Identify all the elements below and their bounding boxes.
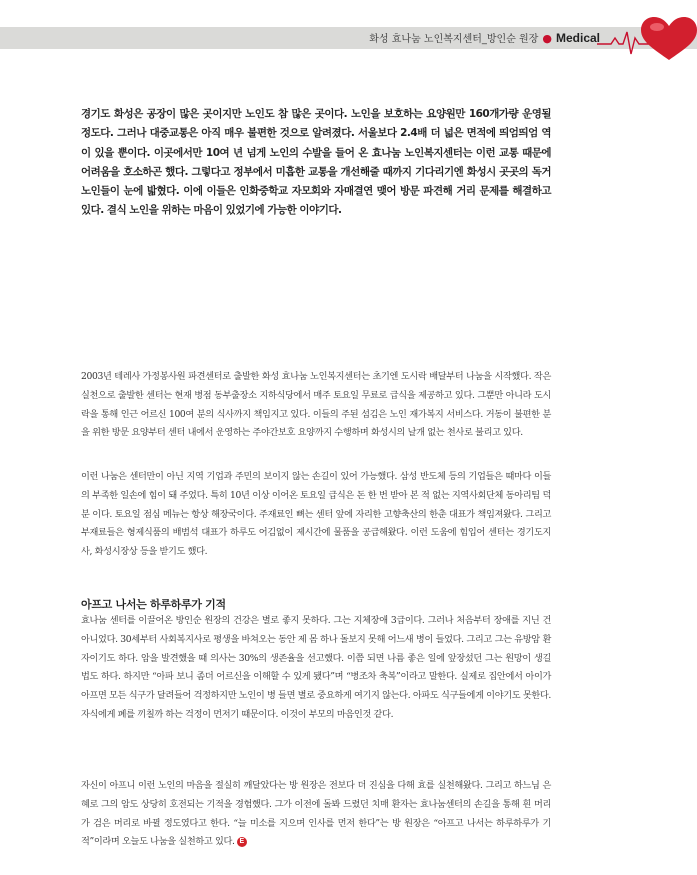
paragraph-text: 2003년 테레사 가정봉사원 파견센터로 출발한 화성 효나눔 노인복지센터는 초기엔 도시락 배달부터 나눔을 시작했다. 작은 실천으로 출발한 센터는 현재 병점 동부출장소 지하식당에서 매주 토요일 무료로 급식을 제공하고 있다. 그뿐만 아니라 도시락을 통해 인근 어르신 100여 분의 식사까지 책임지고 있다. 이들의 주된 섬김은 노인 재가복지 서비스다. 거동이 불편한 분을 위한 방문 요양부터 센터 내에서 운영하는 주야간보호 요양까지 수행하며 화성시의 날개 없는 천사로 불리고 있다. [81, 371, 551, 439]
body-paragraph-4 [81, 777, 551, 852]
paragraph-text-content: 자신이 아프니 이런 노인의 마음을 절실히 깨달았다는 방 원장은 전보다 더 진심을 다해 효를 실천해왔다. 그리고 하느님 은혜로 그의 암도 상당히 호전되는 기적을 경험했다. 그가 이전에 돌봐 드렸던 치매 환자는 효나눔센터의 손길을 통해 흰 머리가 검은 머리로 바뀔 정도였다고 한다. “늘 미소를 지으며 인사를 먼저 한다”는 방 원장은 “아프고 나서는 하루하루가 기적”이라며 오늘도 나눔을 실천하고 있다. [81, 780, 551, 848]
paragraph-text: 효나눔 센터를 이끌어온 방인순 원장의 건강은 별로 좋지 못하다. 그는 지체장애 3급이다. 그러나 처음부터 장애를 지닌 건 아니었다. 30세부터 사회복지사로 평생을 바쳐오는 동안 제 몸 하나 돌보지 못해 어느새 병이 들었다. 그리고 그는 유방암 환자이기도 하다. 암을 발견했을 때 의사는 30%의 생존율을 선고했다. 이쯤 되면 나름 좋은 일에 앞장섰던 그는 원망이 생길 법도 하다. 하지만 “아파 보니 좀더 어르신을 이해할 수 있게 됐다”며 “병조차 축복”이라고 말한다. 실제로 집안에서 아이가 아프면 모든 식구가 달려들어 걱정하지만 노인이 병 들면 별로 중요하게 여기지 않는다. 아파도 식구들에게 이야기도 못한다. 자식에게 폐를 끼칠까 하는 걱정이 먼저기 때문이다. 이것이 부모의 마음인것 같다. [81, 615, 551, 720]
paragraph-text [81, 777, 551, 852]
heart-pulse-icon [597, 8, 697, 64]
pulse-line [597, 32, 649, 54]
heart-highlight [650, 23, 664, 31]
article-title: 화성 효나눔 노인복지센터_방인순 원장 [369, 34, 539, 45]
body-paragraph-1 [81, 368, 551, 443]
section-label: Medical [555, 31, 600, 45]
end-mark-icon: E [237, 837, 247, 847]
bullet-dot-icon: ● [542, 32, 552, 45]
body-paragraph-3 [81, 612, 551, 725]
section-subheading: 아프고 나서는 하루하루가 기적 [81, 598, 226, 611]
lead-paragraph: 경기도 화성은 공장이 많은 곳이지만 노인도 참 많은 곳이다. 노인을 보호하는 요양원만 160개가량 운영될 정도다. 그러나 대중교통은 아직 매우 불편한 것으로 알려졌다. 서울보다 2.4배 더 넓은 면적에 띄엄띄엄 역이 있을 뿐이다. 이곳에서만 10여 년 넘게 노인의 수발을 들어 온 효나눔 노인복지센터는 이런 교통 때문에 어려움을 호소하곤 했다. 그렇다고 정부에서 미흡한 교통을 개선해줄 때까지 기다리기엔 화성시 곳곳의 독거노인들이 눈에 밟혔다. 이에 이들은 인화중학교 자모회와 자매결연 맺어 방문 파견해 거리 문제를 해결하고 있다. 결식 노인을 위하는 마음이 있었기에 가능한 이야기다. [81, 108, 551, 217]
paragraph-text: 이런 나눔은 센터만이 아닌 지역 기업과 주민의 보이지 않는 손길이 있어 가능했다. 삼성 반도체 등의 기업들은 때마다 이들의 부족한 일손에 힘이 돼 주었다. 특히 10년 이상 이어온 토요일 급식은 돈 한 번 받아 본 적 없는 지역사회단체 동아리팀 덕분 이다. 토요일 점심 메뉴는 항상 해장국이다. 주재료인 뼈는 센터 앞에 자리한 고향축산의 한춘 대표가 책임져왔다. 그리고 부재료들은 형제식품의 배범석 대표가 하루도 어김없이 제시간에 물품을 공급해왔다. 이런 도움에 힘입어 센터는 경기도지사, 화성시장상 등을 받기도 했다. [81, 471, 551, 558]
body-paragraph-2 [81, 468, 551, 562]
heart-shape [641, 17, 697, 60]
running-header [369, 31, 600, 47]
